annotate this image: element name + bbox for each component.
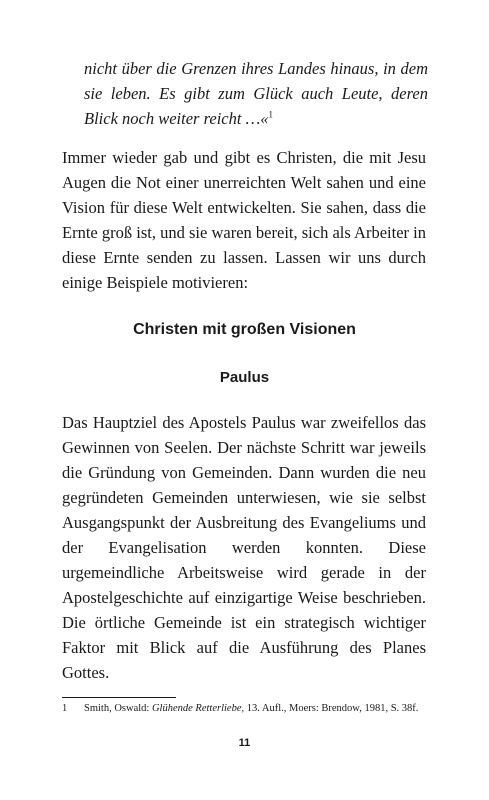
footnote <box>62 702 442 716</box>
body-paragraph-2: Das Hauptziel des Apostels Paulus war zweifellos das Gewinnen von Seelen. Der nächste Schritt war jeweils die Gründung von Gemeinden. Dann wurden die neu gegründeten Gemeinden unterwiesen, wie sie selbst Ausgangspunkt der Ausbreitung des Evangeliums und der Evangelisation werden konnten. Diese urgemeindliche Arbeitsweise wird gerade in der Apostelgeschichte auf einzigartige Weise beschrieben. Die örtliche Gemeinde ist ein strategisch wichtiger Faktor mit Blick auf die Ausführung des Planes Gottes. <box>62 413 426 682</box>
body-paragraph-1: Immer wieder gab und gibt es Christen, die mit Jesu Augen die Not einer unerreichten Welt sahen und eine Vision für diese Welt entwickelten. Sie sahen, dass die Ernte groß ist, und sie waren bereit, sich als Arbeiter in diese Ernte senden zu lassen. Lassen wir uns durch einige Beispiele motivieren: <box>62 148 426 292</box>
footnote-details: , 13. Aufl., Moers: Brendow, 1981, S. 38f. <box>241 703 419 714</box>
subsection-heading: Paulus <box>219 369 270 386</box>
footnote-reference[interactable]: 1 <box>268 109 274 120</box>
section-heading: Christen mit großen Visionen <box>133 321 356 338</box>
footnote-title: Glühende Retterliebe <box>151 703 242 714</box>
footnote-divider <box>62 697 176 698</box>
block-quote <box>84 56 428 131</box>
page-number: 11 <box>238 737 251 749</box>
footnote-author: Smith, Oswald: <box>84 703 150 714</box>
footnote-number: 1 <box>62 703 68 714</box>
quote-text: nicht über die Grenzen ihres Landes hinaus, in dem sie leben. Es gibt zum Glück auch Leute, deren Blick noch weiter reicht …« <box>84 59 428 128</box>
